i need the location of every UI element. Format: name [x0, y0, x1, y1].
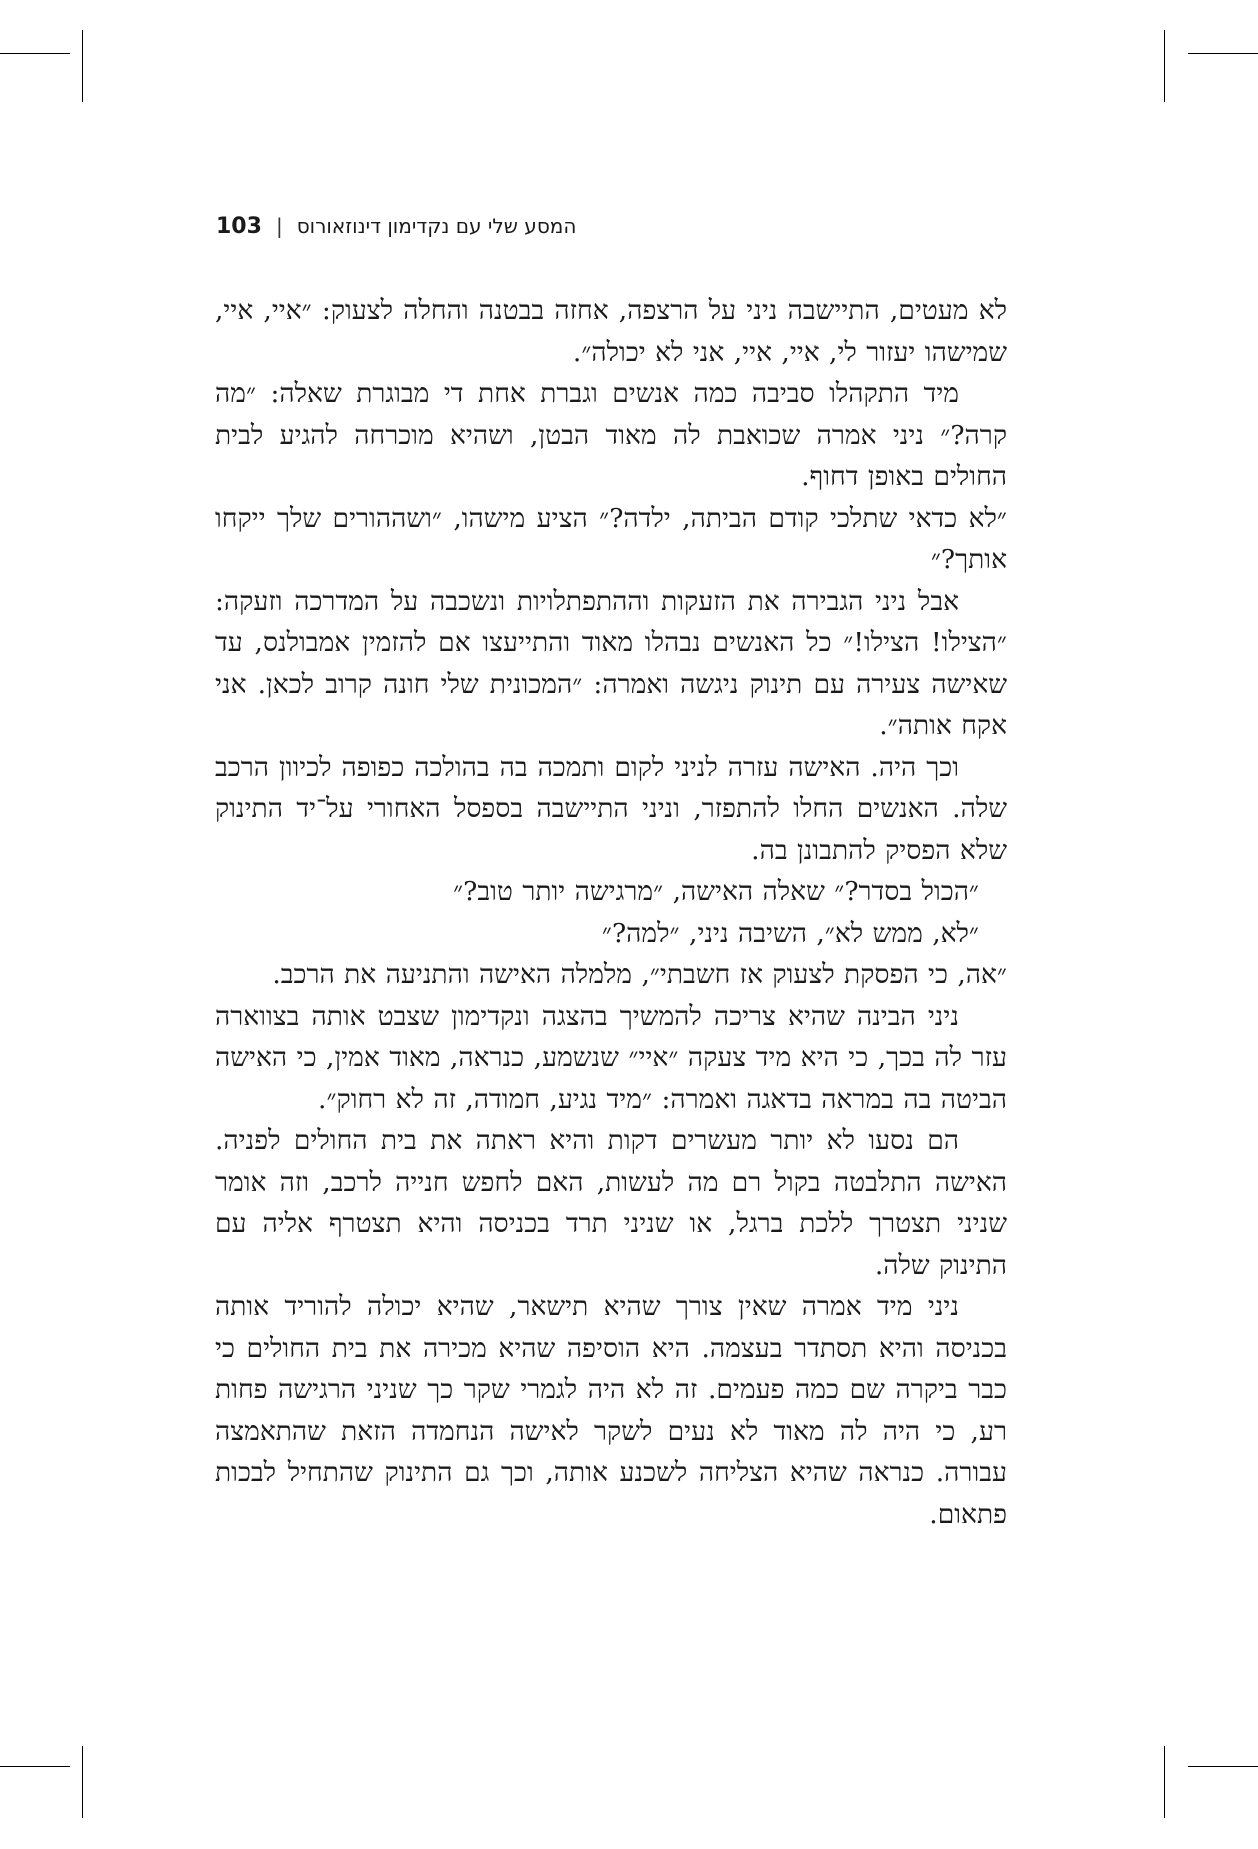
paragraph: לא מעטים, התיישבה ניני על הרצפה, אחזה בבטנה והחלה לצעוק: ״איי, איי, שמישהו יעזור לי, איי, איי, אני לא יכולה״. [215, 295, 1007, 368]
paragraph: ״לא כדאי שתלכי קודם הביתה, ילדה?״ הציע מישהו, ״ושההורים שלך ייקחו אותך?״ [215, 502, 1007, 575]
crop-mark [82, 30, 83, 102]
crop-mark [1188, 53, 1258, 54]
paragraph: ״הכול בסדר?״ שאלה האישה, ״מרגישה יותר טוב?״ [453, 876, 979, 907]
book-title: המסע שלי עם נקדימון דינוזאורוס [296, 214, 577, 238]
paragraph: אבל ניני הגבירה את הזעקות וההתפתלויות ונשכבה על המדרכה וזעקה: ״הצילו! הצילו!״ כל האנשים נבהלו מאוד והתייעצו אם להזמין אמבולנס, עד שאישה צעירה עם תינוק ניגשה ואמרה: ״המכונית שלי חונה קרוב לכאן. אני אקח אותה״. [215, 585, 1007, 741]
header-separator: | [275, 214, 283, 238]
paragraph: ניני מיד אמרה שאין צורך שהיא תישאר, שהיא יכולה להוריד אותה בכניסה והיא תסתדר בעצמה. היא הוסיפה שהיא מכירה את בית החולים כי כבר ביקרה שם כמה פעמים. זה לא היה לגמרי שקר כך שניני הרגישה פחות רע, כי היה לה מאוד לא נעים לשקר לאישה הנחמדה הזאת שהתאמצה עבורה. כנראה שהיא הצליחה לשכנע אותה, וכך גם התינוק שהתחיל לבכות פתאום. [215, 1291, 1007, 1530]
paragraph: ״אה, כי הפסקת לצעוק אז חשבתי״, מלמלה האישה והתניעה את הרכב. [272, 959, 1007, 990]
crop-mark [1188, 1766, 1258, 1767]
paragraph: הם נסעו לא יותר מעשרים דקות והיא ראתה את בית החולים לפניה. האישה התלבטה בקול רם מה לעשות, האם לחפש חנייה לרכב, וזה אומר שניני תצטרך ללכת ברגל, או שניני תרד בכניסה והיא תצטרף אליה עם התינוק שלה. [215, 1125, 1007, 1281]
page-number: 103 [216, 213, 262, 239]
running-head [216, 210, 616, 242]
crop-mark [1164, 30, 1165, 102]
crop-mark [0, 1766, 70, 1767]
paragraph: מיד התקהלו סביבה כמה אנשים וגברת אחת די מבוגרת שאלה: ״מה קרה?״ ניני אמרה שכואבת לה מאוד הבטן, ושהיא מוכרחה להגיע לבית החולים באופן דחוף. [215, 378, 1007, 492]
crop-mark [82, 1746, 83, 1818]
paragraph: וכך היה. האישה עזרה לניני לקום ותמכה בה בהולכה כפופה לכיוון הרכב שלה. האנשים החלו להתפזר, וניני התיישבה בספסל האחורי על־יד התינוק שלא הפסיק להתבונן בה. [215, 751, 1007, 866]
crop-mark [1164, 1746, 1165, 1818]
paragraph: ״לא, ממש לא״, השיבה ניני, ״למה?״ [601, 917, 979, 949]
crop-mark [0, 53, 70, 54]
body-text [215, 290, 1007, 1535]
paragraph: ניני הבינה שהיא צריכה להמשיך בהצגה ונקדימון שצבט אותה בצווארה עזר לה בכך, כי היא מיד צעקה ״איי״ שנשמע, כנראה, מאוד אמין, כי האישה הביטה בה במראה בדאגה ואמרה: ״מיד נגיע, חמודה, זה לא רחוק״. [215, 1000, 1007, 1115]
